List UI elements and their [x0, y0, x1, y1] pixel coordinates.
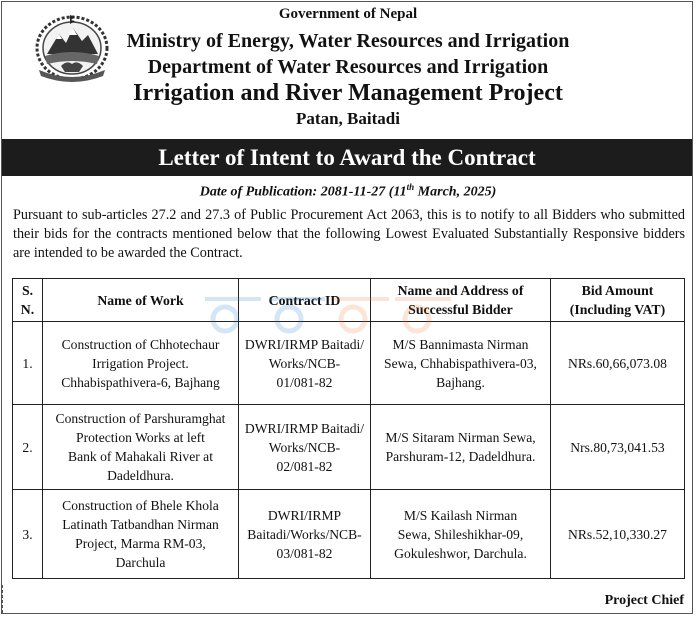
- row-sn: 1.: [13, 322, 43, 405]
- row-contract-id: DWRI/IRMP Baitadi/Works/NCB- 03/081-82: [239, 490, 371, 579]
- publication-date-sup: th: [406, 182, 415, 192]
- row-amount: Nrs.80,73,041.53: [551, 405, 685, 490]
- row-bidder: M/S Kailash Nirman Sewa, Shileshikhar-09, Gokuleshwor, Darchula.: [371, 490, 551, 579]
- row-sn: 2.: [13, 405, 43, 490]
- header-bid-amount: Bid Amount (Including VAT): [551, 279, 685, 322]
- publication-date-prefix: Date of Publication: 2081-11-27 (11: [199, 184, 407, 200]
- publication-date: [0, 182, 696, 201]
- row-amount: NRs.60,66,073.08: [551, 322, 685, 405]
- frame-corner-decoration: [1, 585, 9, 615]
- notice-header: [0, 0, 696, 138]
- header-contract-id: Contract ID: [239, 279, 371, 322]
- award-table: [12, 278, 685, 579]
- table-row: [13, 405, 685, 490]
- row-amount: NRs.52,10,330.27: [551, 490, 685, 579]
- row-sn: 3.: [13, 490, 43, 579]
- award-table-header-row: [13, 279, 685, 322]
- table-row: [13, 322, 685, 405]
- row-bidder: M/S Sitaram Nirman Sewa, Parshuram-12, Dadeldhura.: [371, 405, 551, 490]
- notice-title-banner: Letter of Intent to Award the Contract: [2, 139, 692, 176]
- row-work: Construction of Bhele Khola Latinath Tatbandhan Nirman Project, Marma RM-03, Darchula: [43, 490, 239, 579]
- government-title: Government of Nepal: [278, 6, 418, 22]
- publication-date-suffix: March, 2025): [414, 184, 497, 200]
- header-bidder: Name and Address of Successful Bidder: [371, 279, 551, 322]
- row-contract-id: DWRI/IRMP Baitadi/ Works/NCB- 01/081-82: [239, 322, 371, 405]
- signature-title: Project Chief: [604, 593, 684, 608]
- project-title: Irrigation and River Management Project: [133, 80, 563, 106]
- header-name-of-work: Name of Work: [43, 279, 239, 322]
- department-title: Department of Water Resources and Irrigation: [147, 56, 549, 78]
- row-contract-id: DWRI/IRMP Baitadi/ Works/NCB- 02/081-82: [239, 405, 371, 490]
- row-work: Construction of Chhotechaur Irrigation Project. Chhabispathivera-6, Bajhang: [43, 322, 239, 405]
- ministry-title: Ministry of Energy, Water Resources and Irrigation: [126, 30, 570, 52]
- row-work: Construction of Parshuramghat Protection Works at left Bank of Mahakali River at Dadeldhura.: [43, 405, 239, 490]
- row-bidder: M/S Bannimasta Nirman Sewa, Chhabispathivera-03, Bajhang.: [371, 322, 551, 405]
- table-row: [13, 490, 685, 579]
- project-location: Patan, Baitadi: [296, 109, 400, 128]
- intro-paragraph: Pursuant to sub-articles 27.2 and 27.3 of Public Procurement Act 2063, this is to notify to all Bidders who submitted their bids for the contracts mentioned below that the following Lowest Evaluated Substantially Responsive bidders are intended to be awarded the Contract.: [13, 207, 685, 261]
- header-sn: S. N.: [13, 279, 43, 322]
